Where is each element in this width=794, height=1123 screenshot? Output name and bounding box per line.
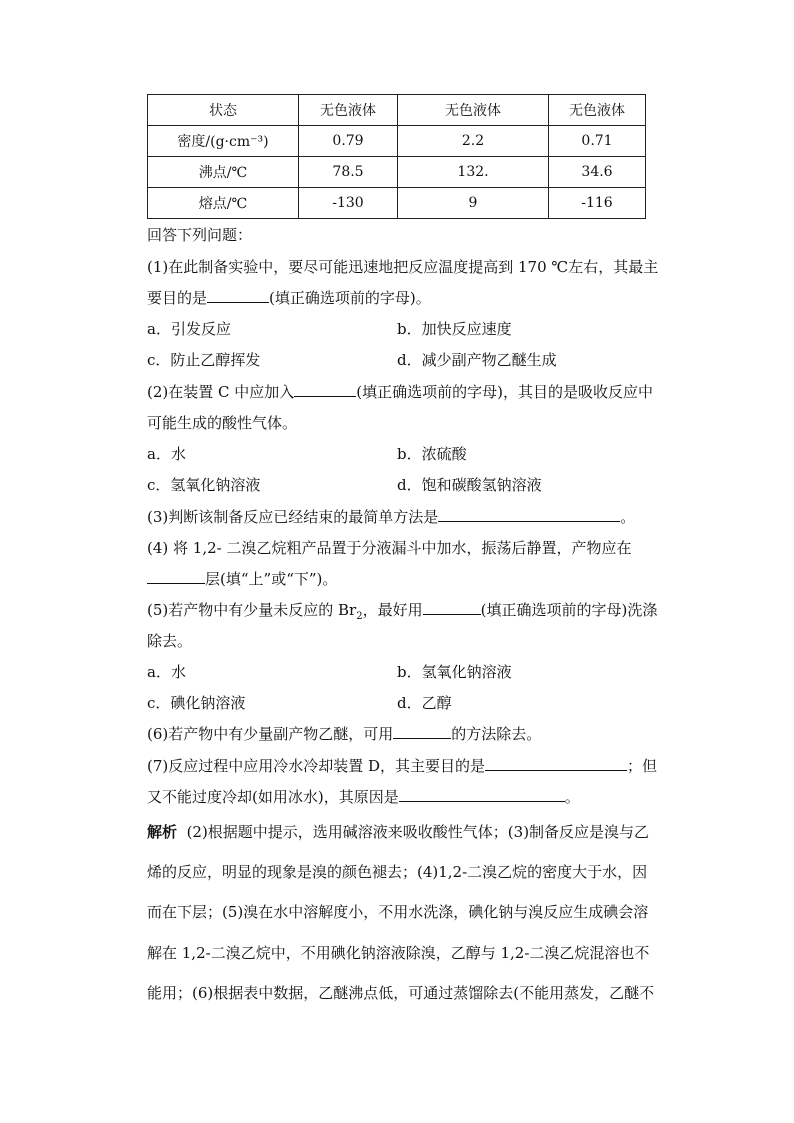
q5-answer-blank[interactable]	[423, 600, 481, 615]
table-cell: -116	[549, 188, 646, 219]
table-row	[148, 95, 646, 126]
table-cell: 无色液体	[299, 95, 398, 126]
q1-text-b: (填正确选项前的字母)。	[269, 289, 431, 307]
q6-text-a: (6)若产物中有少量副产物乙醚，可用	[147, 725, 394, 743]
q6-answer-blank[interactable]	[393, 724, 451, 739]
q1-line1: (1)在此制备实验中，要尽可能迅速地把反应温度提高到 170 ℃左右，其最主	[147, 258, 659, 276]
table-row	[148, 188, 646, 219]
table-row-header-cell: 沸点/℃	[148, 157, 299, 188]
q3-text-a: (3)判断该制备反应已经结束的最简单方法是	[147, 508, 439, 526]
q4-text-b: 层(填“上”或“下”)。	[205, 570, 338, 588]
q7-line2	[147, 787, 580, 807]
q2-text-b: (填正确选项前的字母)，其目的是吸收反应中	[356, 383, 653, 401]
q7-line1	[147, 756, 657, 776]
q7-answer-blank-1[interactable]	[485, 756, 627, 771]
table-cell: 0.79	[299, 126, 398, 157]
q5-text-b: ，最好用	[362, 601, 423, 619]
q7-text-c: 又不能过度冷却(如用冰水)，其原因是	[147, 788, 399, 806]
q7-text-a: (7)反应过程中应用冷水冷却装置 D，其主要目的是	[147, 757, 486, 775]
table-row	[148, 126, 646, 157]
q5-option-d: d．乙醇	[397, 694, 452, 712]
analysis-text-1: (2)根据题中提示，选用碱溶液来吸收酸性气体；(3)制备反应是溴与乙	[186, 823, 650, 841]
q5-option-c: c．碘化钠溶液	[147, 694, 246, 712]
q3-text-b: 。	[620, 508, 636, 526]
q1-option-b: b．加快反应速度	[397, 320, 512, 338]
q2-option-d: d．饱和碳酸氢钠溶液	[397, 476, 542, 494]
intro-text: 回答下列问题：	[147, 226, 253, 244]
q2-option-b: b．浓硫酸	[397, 445, 467, 463]
q5-text-c: (填正确选项前的字母)洗涤	[480, 601, 658, 619]
q2-line1	[147, 382, 653, 402]
analysis-line1	[147, 822, 649, 842]
table-row	[148, 157, 646, 188]
table-row-header-cell: 状态	[148, 95, 299, 126]
table-cell: 无色液体	[549, 95, 646, 126]
q5-subscript: 2	[356, 611, 363, 622]
analysis-label: 解析	[147, 823, 178, 841]
analysis-line3: 而在下层；(5)溴在水中溶解度小，不用水洗涤，碘化钠与溴反应生成碘会溶	[147, 903, 649, 921]
properties-table	[147, 94, 646, 219]
analysis-line5: 能用；(6)根据表中数据，乙醚沸点低，可通过蒸馏除去(不能用蒸发，乙醚不	[147, 984, 655, 1002]
q5-option-a: a．水	[147, 663, 186, 681]
analysis-line2: 烯的反应，明显的现象是溴的颜色褪去；(4)1,2-二溴乙烷的密度大于水，因	[147, 863, 648, 881]
q3-answer-blank[interactable]	[438, 507, 620, 522]
q3-line1	[147, 507, 635, 527]
q1-option-c: c．防止乙醇挥发	[147, 351, 261, 369]
table-row-header-cell: 熔点/℃	[148, 188, 299, 219]
table-cell: 78.5	[299, 157, 398, 188]
q1-option-a: a．引发反应	[147, 320, 231, 338]
q2-line2: 可能生成的酸性气体。	[147, 414, 298, 432]
q5-line1	[147, 600, 657, 620]
table-cell: -130	[299, 188, 398, 219]
table-cell: 无色液体	[398, 95, 549, 126]
q4-line2	[147, 569, 337, 589]
q2-option-c: c．氢氧化钠溶液	[147, 476, 261, 494]
table-cell: 132.	[398, 157, 549, 188]
q1-option-d: d．减少副产物乙醚生成	[397, 351, 557, 369]
q4-answer-blank[interactable]	[147, 569, 205, 584]
q2-text-a: (2)在装置 C 中应加入	[147, 383, 295, 401]
table-cell: 2.2	[398, 126, 549, 157]
analysis-line4: 解在 1,2-二溴乙烷中，不用碘化钠溶液除溴，乙醇与 1,2-二溴乙烷混溶也不	[147, 944, 650, 962]
q6-text-b: 的方法除去。	[451, 725, 542, 743]
q4-line1: (4) 将 1,2- 二溴乙烷粗产品置于分液漏斗中加水，振荡后静置，产物应在	[147, 539, 632, 557]
q5-line2: 除去。	[147, 632, 193, 650]
q1-line2	[147, 288, 431, 308]
q7-answer-blank-2[interactable]	[399, 787, 565, 802]
table-cell: 9	[398, 188, 549, 219]
q7-text-b: ；但	[627, 757, 658, 775]
q5-option-b: b．氢氧化钠溶液	[397, 663, 512, 681]
q2-option-a: a．水	[147, 445, 186, 463]
table-cell: 34.6	[549, 157, 646, 188]
q5-text-a: (5)若产物中有少量未反应的 Br	[147, 601, 357, 619]
table-cell: 0.71	[549, 126, 646, 157]
q7-text-d: 。	[564, 788, 580, 806]
q1-answer-blank[interactable]	[207, 288, 269, 303]
q6-line1	[147, 724, 541, 744]
table-row-header-cell: 密度/(g·cm⁻³)	[148, 126, 299, 157]
q1-text-a: 要目的是	[147, 289, 208, 307]
q2-answer-blank[interactable]	[294, 382, 356, 397]
